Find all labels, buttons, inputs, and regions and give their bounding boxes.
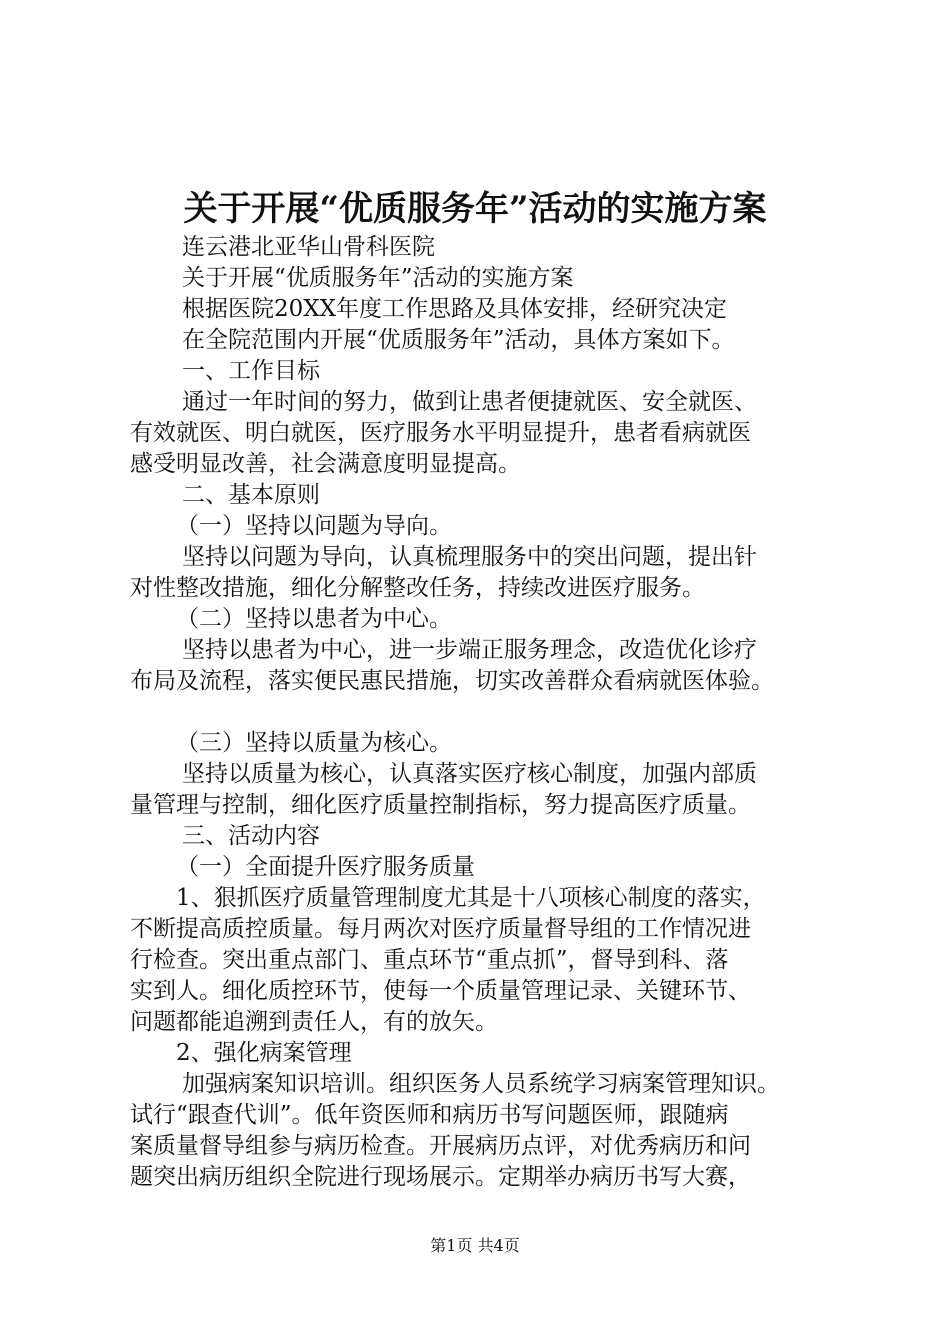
- body-line: 感受明显改善，社会满意度明显提高。: [130, 451, 521, 477]
- body-line: 题突出病历组织全院进行现场展示。定期举办病历书写大赛，: [130, 1164, 751, 1190]
- body-line: 坚持以患者为中心，进一步端正服务理念，改造优化诊疗: [182, 637, 757, 663]
- body-line: 布局及流程，落实便民惠民措施，切实改善群众看病就医体验。: [130, 668, 774, 694]
- body-line: 通过一年时间的努力，做到让患者便捷就医、安全就医、: [182, 389, 757, 415]
- body-line: 实到人。细化质控环节，使每一个质量管理记录、关键环节、: [130, 978, 751, 1004]
- section-heading: 一、工作目标: [182, 358, 320, 384]
- section-heading: 三、活动内容: [182, 823, 320, 849]
- body-line: 行检查。突出重点部门、重点环节“重点抓”，督导到科、落: [130, 947, 729, 973]
- body-line: 坚持以问题为导向，认真梳理服务中的突出问题，提出针: [182, 544, 757, 570]
- subsection-heading: （二）坚持以患者为中心。: [176, 606, 452, 632]
- subsection-heading: （三）坚持以质量为核心。: [176, 730, 452, 756]
- body-line: 对性整改措施，细化分解整改任务，持续改进医疗服务。: [130, 575, 705, 601]
- body-line: 加强病案知识培训。组织医务人员系统学习病案管理知识。: [182, 1071, 780, 1097]
- body-line: 试行“跟查代训”。低年资医师和病历书写问题医师，跟随病: [130, 1102, 729, 1128]
- body-line: 案质量督导组参与病历检查。开展病历点评，对优秀病历和问: [130, 1133, 751, 1159]
- paragraph-gap: [130, 697, 840, 728]
- body-line: 连云港北亚华山骨科医院: [182, 234, 435, 260]
- body-line: 根据医院20XX年度工作思路及具体安排，经研究决定: [182, 296, 728, 322]
- body-line: 1、狠抓医疗质量管理制度尤其是十八项核心制度的落实，: [176, 885, 766, 911]
- body-line: 关于开展“优质服务年”活动的实施方案: [182, 265, 574, 291]
- body-line: 不断提高质控质量。每月两次对医疗质量督导组的工作情况进: [130, 916, 751, 942]
- subsection-heading: 2、强化病案管理: [176, 1040, 352, 1066]
- document-title: 关于开展“优质服务年”活动的实施方案: [183, 189, 767, 229]
- subsection-heading: （一）全面提升医疗服务质量: [176, 854, 475, 880]
- body-line: 问题都能追溯到责任人，有的放矢。: [130, 1009, 498, 1035]
- body-line: 有效就医、明白就医，医疗服务水平明显提升，患者看病就医: [130, 420, 751, 446]
- body-line: 在全院范围内开展“优质服务年”活动，具体方案如下。: [182, 327, 735, 353]
- page-number-footer: 第1页 共4页: [430, 1236, 520, 1255]
- body-line: 量管理与控制，细化医疗质量控制指标，努力提高医疗质量。: [130, 792, 751, 818]
- subsection-heading: （一）坚持以问题为导向。: [176, 513, 452, 539]
- section-heading: 二、基本原则: [182, 482, 320, 508]
- body-line: 坚持以质量为核心，认真落实医疗核心制度，加强内部质: [182, 761, 757, 787]
- document-body: [130, 232, 840, 1193]
